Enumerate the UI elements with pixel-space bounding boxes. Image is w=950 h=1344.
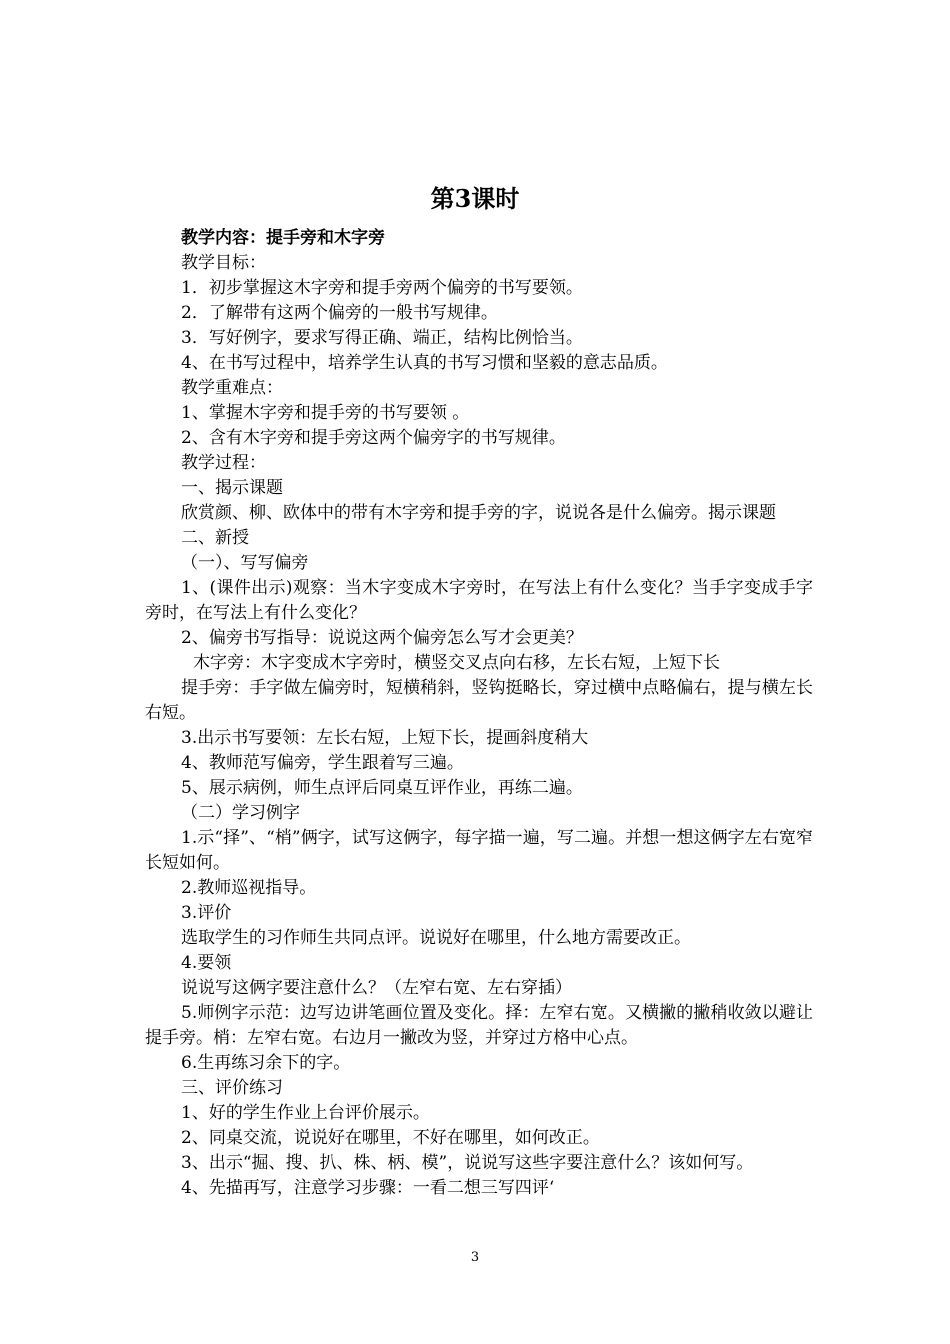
paragraph: 提手旁：手字做左偏旁时，短横稍斜，竖钩挺略长，穿过横中点略偏右，提与横左长右短。 — [145, 678, 813, 723]
paragraph: 选取学生的习作师生共同点评。说说好在哪里，什么地方需要改正。 — [181, 928, 691, 948]
paragraph: 2、含有木字旁和提手旁这两个偏旁字的书写规律。 — [181, 428, 566, 448]
paragraph: 教学目标： — [181, 253, 266, 273]
paragraph: 1、(课件出示)观察：当木字变成木字旁时，在写法上有什么变化？当手字变成手字旁时，在写法上有什么变化？ — [145, 578, 813, 623]
paragraph: 2．了解带有这两个偏旁的一般书写规律。 — [181, 303, 498, 323]
paragraph: 教学重难点： — [181, 378, 283, 398]
paragraph: 1、好的学生作业上台评价展示。 — [181, 1103, 430, 1123]
paragraph: 3.出示书写要领：左长右短，上短下长，提画斜度稍大 — [181, 728, 589, 748]
paragraph: 2、偏旁书写指导：说说这两个偏旁怎么写才会更美？ — [181, 628, 583, 648]
paragraph: 4、在书写过程中，培养学生认真的书写习惯和坚毅的意志品质。 — [181, 353, 668, 373]
paragraph: 3、出示“掘、搜、扒、株、柄、模”，说说写这些字要注意什么？该如何写。 — [181, 1153, 754, 1173]
page-number: 3 — [470, 1250, 480, 1265]
paragraph: （一）、写写偏旁 — [181, 553, 309, 573]
paragraph: 1．初步掌握这木字旁和提手旁两个偏旁的书写要领。 — [181, 278, 583, 298]
paragraph: 2.教师巡视指导。 — [181, 878, 317, 898]
paragraph: 4.要领 — [181, 953, 232, 973]
paragraph: 5、展示病例，师生点评后同桌互评作业，再练二遍。 — [181, 778, 583, 798]
paragraph: 4、教师范写偏旁，学生跟着写三遍。 — [181, 753, 464, 773]
paragraph: 三、评价练习 — [181, 1078, 283, 1098]
paragraph: 欣赏颜、柳、欧体中的带有木字旁和提手旁的字，说说各是什么偏旁。揭示课题 — [181, 503, 776, 523]
paragraph: 3.评价 — [181, 903, 232, 923]
paragraph: 木字旁：木字变成木字旁时，横竖交叉点向右移，左长右短，上短下长 — [193, 653, 720, 673]
paragraph: 二、新授 — [181, 528, 249, 548]
paragraph: 3．写好例字，要求写得正确、端正，结构比例恰当。 — [181, 328, 583, 348]
paragraph: 2、同桌交流，说说好在哪里，不好在哪里，如何改正。 — [181, 1128, 600, 1148]
paragraph: 1.示“择”、“梢”俩字，试写这俩字，每字描一遍，写二遍。并想一想这俩字左右宽窄长短如何。 — [145, 828, 813, 873]
lesson-content-heading: 教学内容：提手旁和木字旁 — [181, 228, 385, 248]
page-title: 第3课时 — [430, 184, 520, 213]
paragraph: 6.生再练习余下的字。 — [181, 1053, 351, 1073]
paragraph: （二）学习例字 — [181, 803, 300, 823]
paragraph: 5.师例字示范：边写边讲笔画位置及变化。择：左窄右宽。又横撇的撇稍收敛以避让提手旁。梢：左窄右宽。右边月一撇改为竖，并穿过方格中心点。 — [145, 1003, 813, 1048]
paragraph: 一、揭示课题 — [181, 478, 283, 498]
document-body — [145, 226, 813, 1201]
paragraph: 4、先描再写，注意学习步骤：一看二想三写四评‘ — [181, 1178, 555, 1198]
paragraph: 说说写这俩字要注意什么？（左窄右宽、左右穿插） — [181, 978, 572, 998]
paragraph: 1、掌握木字旁和提手旁的书写要领 。 — [181, 403, 470, 423]
paragraph: 教学过程： — [181, 453, 266, 473]
